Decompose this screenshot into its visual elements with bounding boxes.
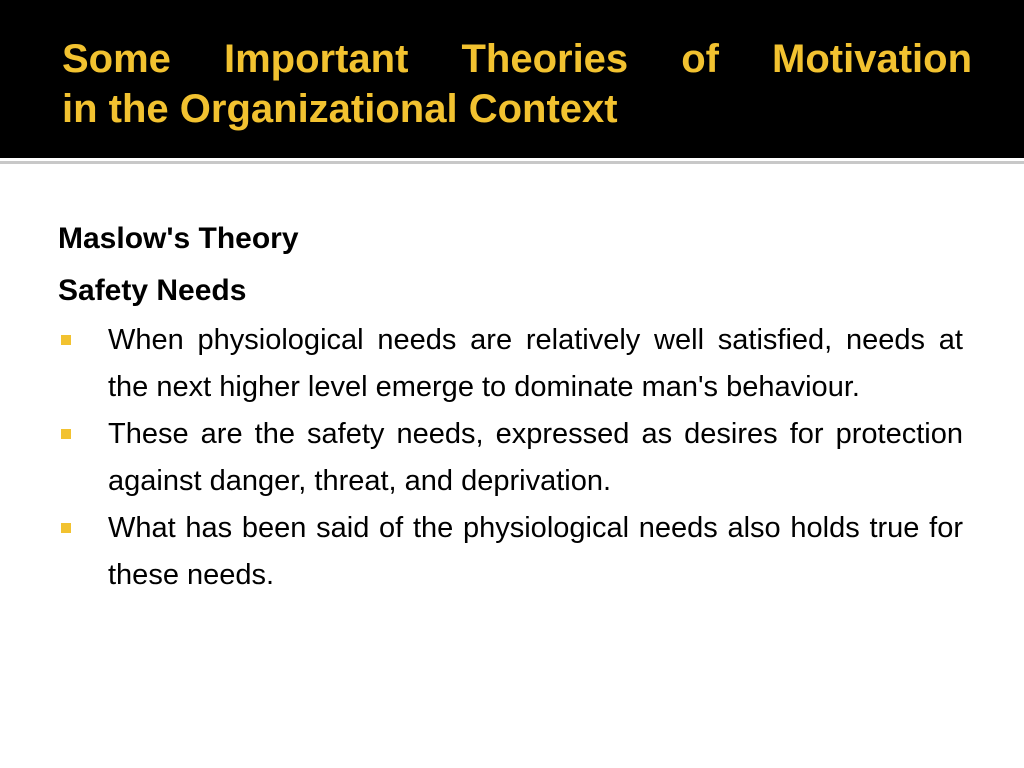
theory-heading: Maslow's Theory [58, 222, 299, 255]
bullet-text: These are the safety needs, expressed as desires for protection against danger, threat, and deprivation. [108, 418, 963, 497]
bullet-text: What has been said of the physiological needs also holds true for these needs. [108, 512, 963, 591]
bullet-item [58, 505, 963, 599]
slide-title-line-1: Some Important Theories of Motivation [62, 37, 972, 81]
bullet-item [58, 317, 963, 411]
header-divider [0, 161, 1024, 164]
slide-title [62, 34, 972, 134]
bullet-list [58, 317, 963, 599]
bullet-item [58, 411, 963, 505]
bullet-text: When physiological needs are relatively well satisfied, needs at the next higher level emerge to dominate man's behaviour. [108, 324, 963, 403]
square-bullet-icon [61, 429, 71, 439]
square-bullet-icon [61, 523, 71, 533]
slide-title-line-2: in the Organizational Context [62, 87, 618, 131]
slide-content [58, 213, 963, 599]
square-bullet-icon [61, 335, 71, 345]
section-heading: Safety Needs [58, 274, 247, 307]
